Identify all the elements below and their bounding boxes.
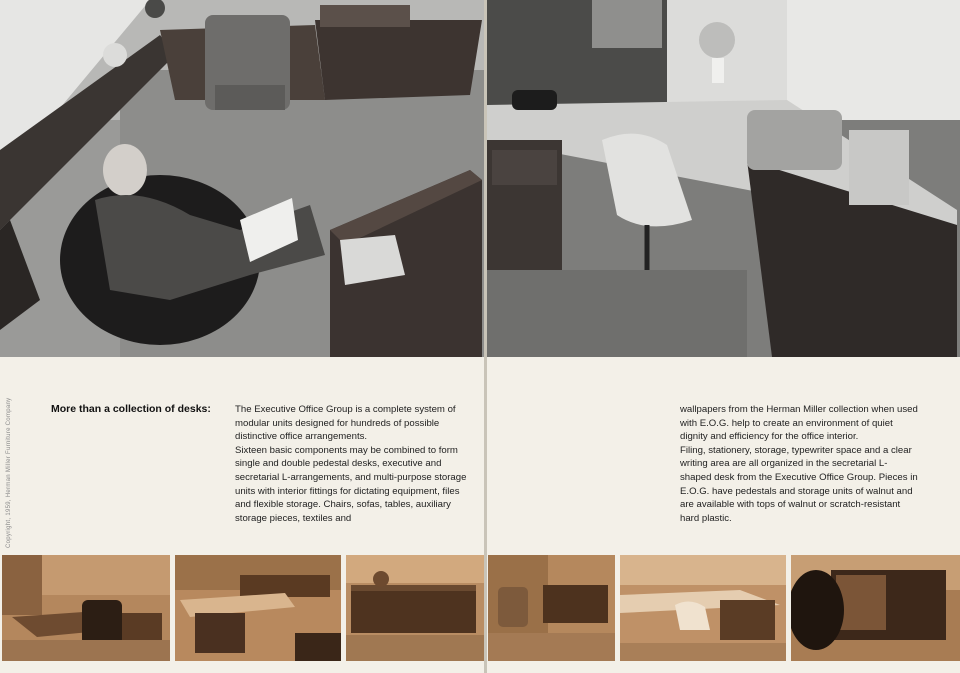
copyright-notice: Copyright, 1959, Herman Miller Furniture Company xyxy=(6,397,12,548)
body-text-left xyxy=(235,403,478,525)
paragraph: wallpapers from the Herman Miller collection when used with E.O.G. help to create an environment of quiet dignity and efficiency for the office interior. xyxy=(680,404,918,443)
paragraph: Sixteen basic components may be combined to form single and double pedestal desks, executive and secretarial L-arrangements, and multi-purpose storage units with interior fittings for dictating equipment, files and flexible storage. Chairs, sofas, tables, auxiliary storage pieces, textiles and xyxy=(235,444,467,524)
thumbnail-photo xyxy=(2,555,170,661)
thumbnail-photo xyxy=(488,555,615,661)
thumbnail-photo xyxy=(620,555,786,661)
right-page xyxy=(487,0,960,673)
section-heading: More than a collection of desks: xyxy=(51,403,211,415)
main-photo-executive-office xyxy=(0,0,484,357)
thumbnail-photo xyxy=(791,555,960,661)
paragraph: The Executive Office Group is a complete system of modular units designed for hundreds of possible distinctive office arrangements. xyxy=(235,404,456,443)
paragraph: Filing, stationery, storage, typewriter space and a clear writing area are all organized in the secretarial L-shaped desk from the Executive Office Group. Pieces in E.O.G. have pedestals and storage units of walnut and are available with tops of walnut or scratch-resistant hard plastic. xyxy=(680,444,918,524)
thumbnail-photo xyxy=(175,555,341,661)
thumbnail-photo xyxy=(346,555,484,661)
body-text-right xyxy=(680,403,918,525)
main-photo-secretarial-desk xyxy=(487,0,960,357)
